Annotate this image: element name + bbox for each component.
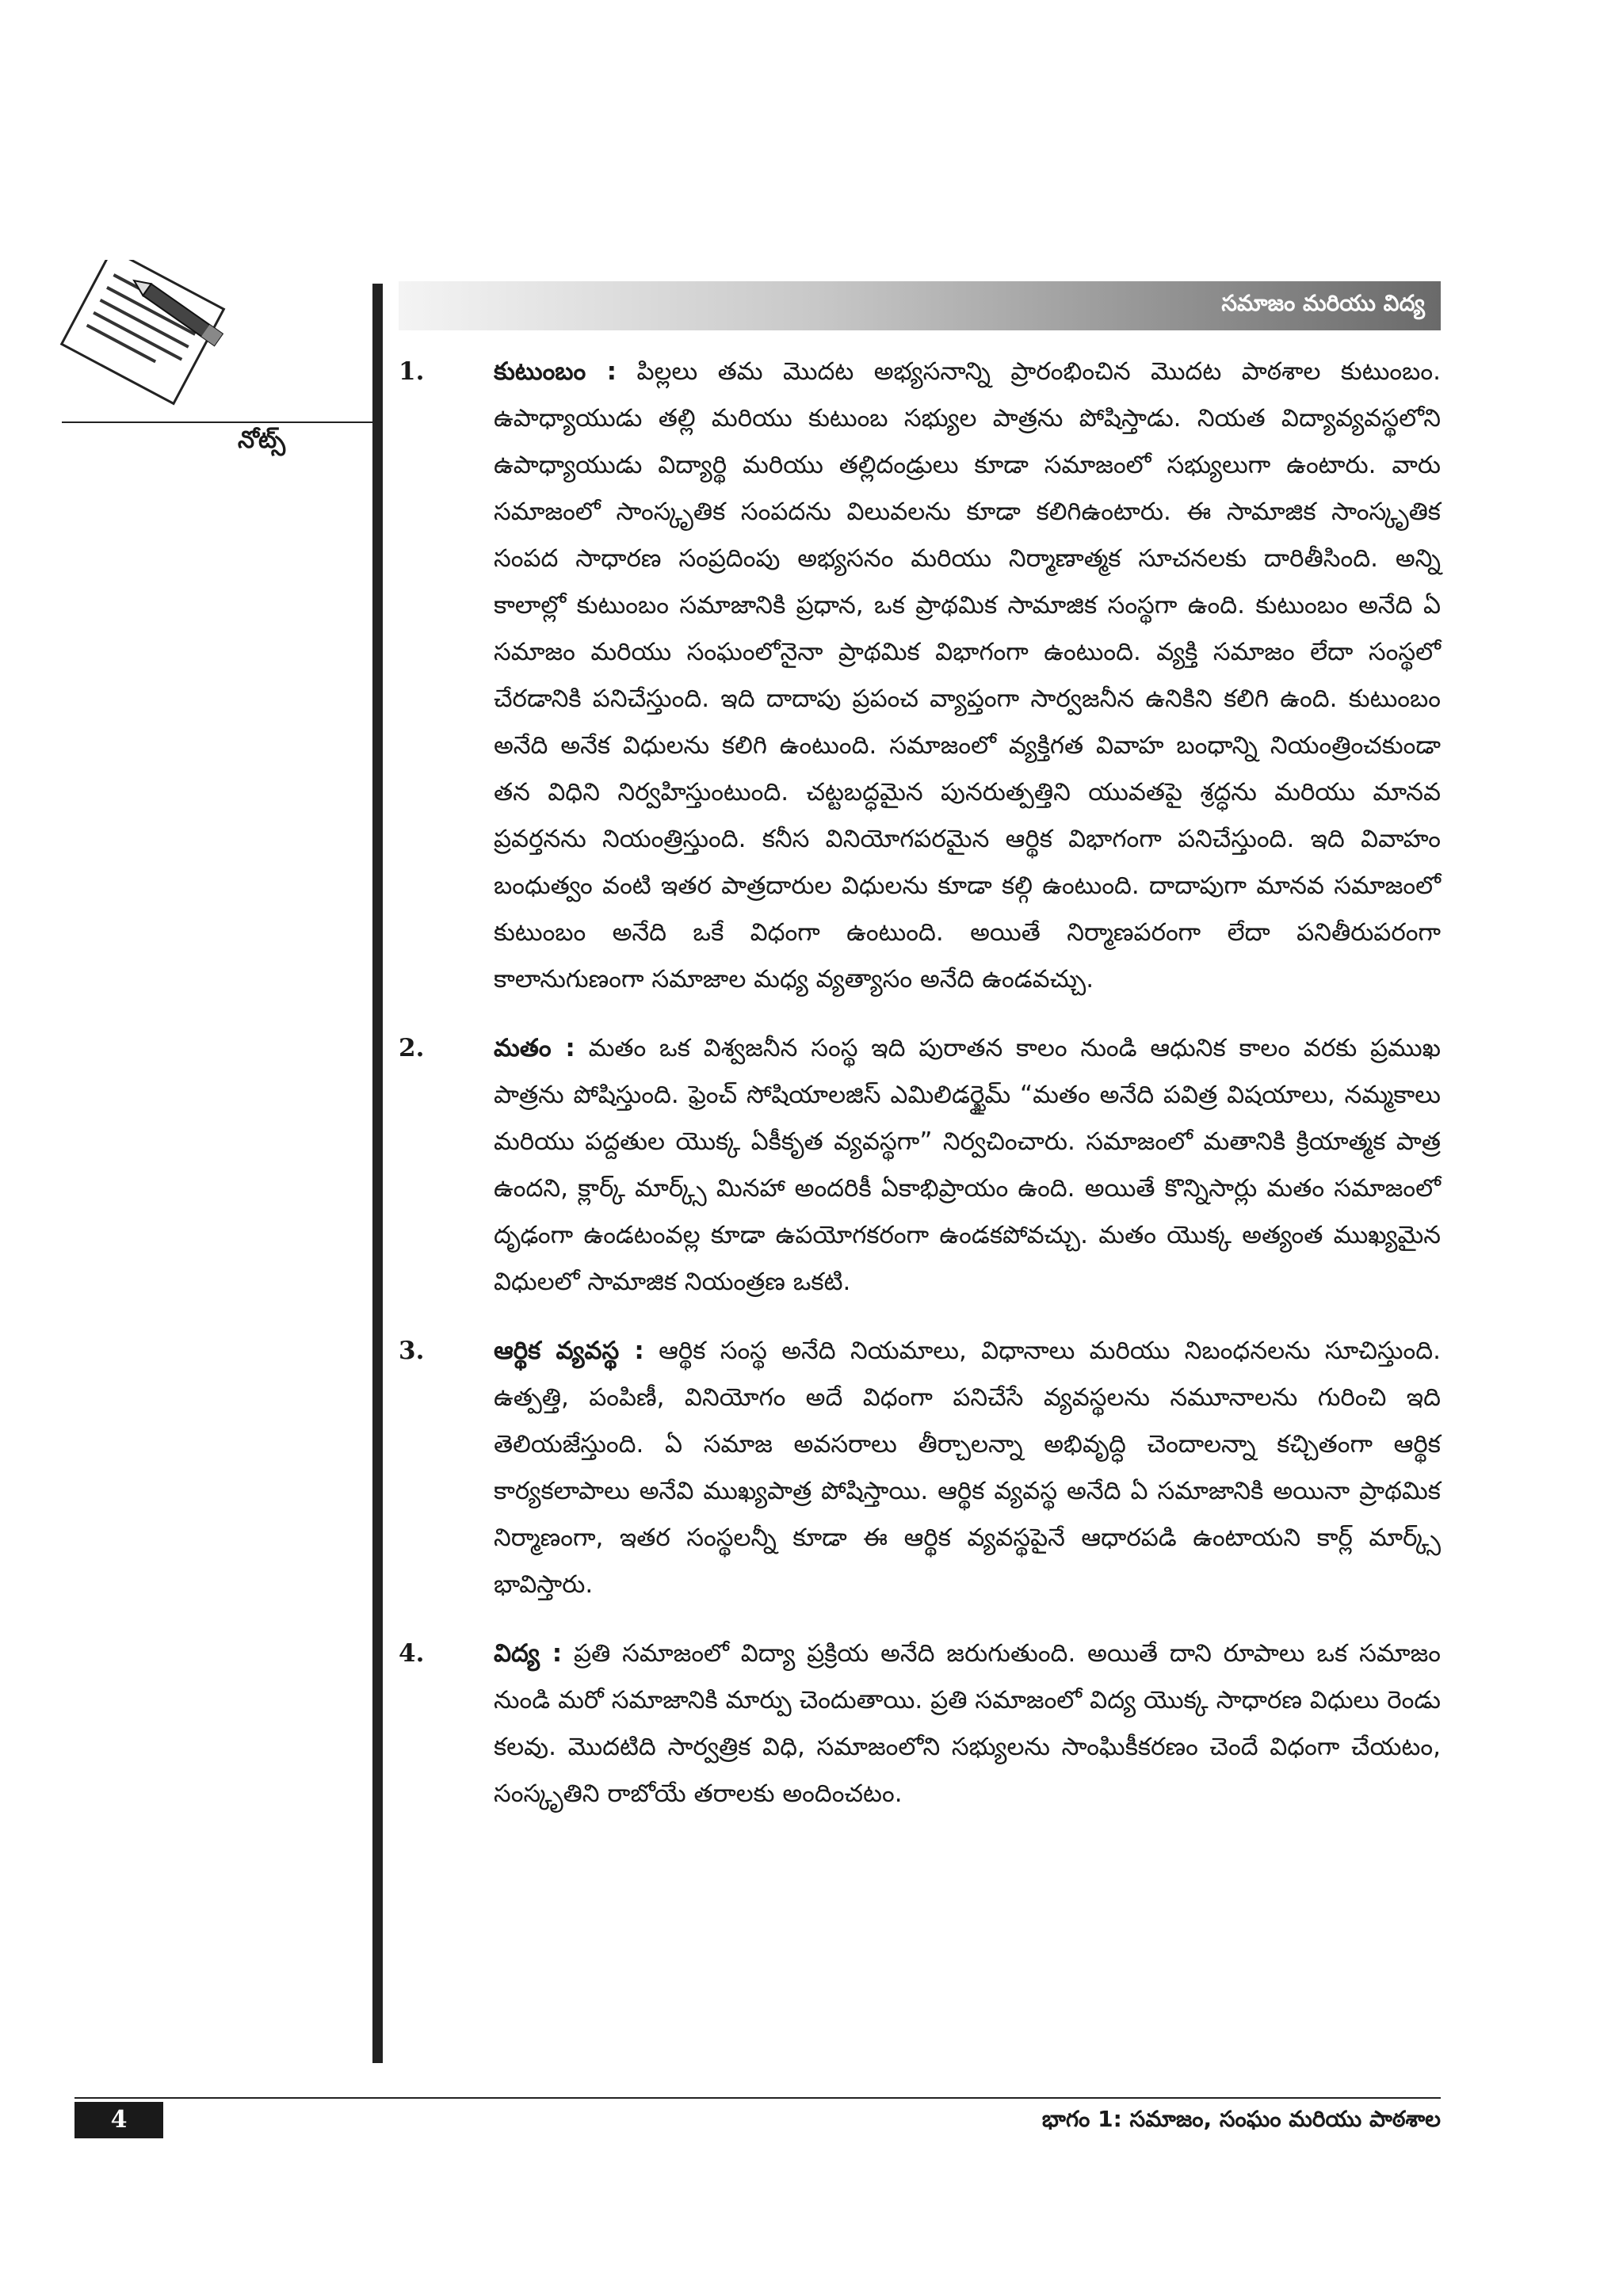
running-header xyxy=(399,281,1441,330)
item-number: 4. xyxy=(399,1639,425,1668)
item-paragraph xyxy=(494,1025,1441,1306)
item-paragraph xyxy=(494,1630,1441,1817)
item-title: ఆర్థిక వ్యవస్థ : xyxy=(494,1337,644,1365)
item-paragraph xyxy=(494,349,1441,1003)
item-text: పిల్లలు తమ మొదట అభ్యసనాన్ని ప్రారంభించిన మొదట పాఠశాల కుటుంబం. ఉపాధ్యాయుడు తల్లి మరియు కుటుంబ సభ్యుల పాత్రను పోషిస్తాడు. నియత విద్యావ్యవస్థలోని ఉపాధ్యాయుడు విద్యార్థి మరియు తల్లిదండ్రులు కూడా సమాజంలో సభ్యులుగా ఉంటారు. వారు సమాజంలో సాంస్కృతిక సంపదను విలువలను కూడా కలిగిఉంటారు. ఈ సామాజిక సాంస్కృతిక సంపద సాధారణ సంప్రదింపు అభ్యసనం మరియు నిర్మాణాత్మక సూచనలకు దారితీసింది. అన్ని కాలాల్లో కుటుంబం సమాజానికి ప్రధాన, ఒక ప్రాథమిక సామాజిక సంస్థగా ఉంది. కుటుంబం అనేది ఏ సమాజం మరియు సంఘంలోనైనా ప్రాథమిక విభాగంగా ఉంటుంది. వ్యక్తి సమాజం లేదా సంస్థలో చేరడానికి పనిచేస్తుంది. ఇది దాదాపు ప్రపంచ వ్యాప్తంగా సార్వజనీన ఉనికిని కలిగి ఉంది. కుటుంబం అనేది అనేక విధులను కలిగి ఉంటుంది. సమాజంలో వ్యక్తిగత వివాహ బంధాన్ని నియంత్రించకుండా తన విధిని నిర్వహిస్తుంటుంది. చట్టబద్ధమైన పునరుత్పత్తిని యువతపై శ్రద్ధను మరియు మానవ ప్రవర్తనను నియంత్రిస్తుంది. కనీస వినియోగపరమైన ఆర్థిక విభాగంగా పనిచేస్తుంది. ఇది వివాహం బంధుత్వం వంటి ఇతర పాత్రదారుల విధులను కూడా కల్గి ఉంటుంది. దాదాపుగా మానవ సమాజంలో కుటుంబం అనేది ఒకే విధంగా ఉంటుంది. అయితే నిర్మాణపరంగా లేదా పనితీరుపరంగా కాలానుగుణంగా సమాజాల మధ్య వ్యత్యాసం అనేది ఉండవచ్చు. xyxy=(494,357,1441,994)
header-title: సమాజం మరియు విద్య xyxy=(1221,290,1425,316)
page-number: 4 xyxy=(74,2102,163,2138)
item-text: ప్రతి సమాజంలో విద్యా ప్రక్రియ అనేది జరుగుతుంది. అయితే దాని రూపాలు ఒక సమాజం నుండి మరో సమాజానికి మార్పు చెందుతాయి. ప్రతి సమాజంలో విద్య యొక్క సాధారణ విధులు రెండు కలవు. మొదటిది సార్వత్రిక విధి, సమాజంలోని సభ్యులను సాంఘికీకరణం చెందే విధంగా చేయటం, సంస్కృతిని రాబోయే తరాలకు అందించటం. xyxy=(494,1639,1441,1808)
list-item xyxy=(399,349,1441,1003)
item-number: 3. xyxy=(399,1337,425,1365)
footer-title: భాగం 1: సమాజం, సంఘం మరియు పాఠశాల xyxy=(1041,2106,1441,2132)
list-item xyxy=(399,1025,1441,1306)
item-paragraph xyxy=(494,1328,1441,1608)
footer-rule xyxy=(74,2097,1441,2099)
notepad-pencil-icon xyxy=(48,260,238,410)
item-number: 1. xyxy=(399,357,425,386)
list-item xyxy=(399,1328,1441,1608)
item-text: ఆర్థిక సంస్థ అనేది నియమాలు, విధానాలు మరియు నిబంధనలను సూచిస్తుంది. ఉత్పత్తి, పంపిణీ, వినియోగం అదే విధంగా పనిచేసే వ్యవస్థలను నమూనాలను గురించి ఇది తెలియజేస్తుంది. ఏ సమాజ అవసరాలు తీర్చాలన్నా అభివృద్ధి చెందాలన్నా కచ్చితంగా ఆర్థిక కార్యకలాపాలు అనేవి ముఖ్యపాత్ర పోషిస్తాయి. ఆర్థిక వ్యవస్థ అనేది ఏ సమాజానికి అయినా ప్రాథమిక నిర్మాణంగా, ఇతర సంస్థలన్నీ కూడా ఈ ఆర్థిక వ్యవస్థపైనే ఆధారపడి ఉంటాయని కార్ల్ మార్క్స్ భావిస్తారు. xyxy=(494,1337,1441,1599)
sidebar-rule xyxy=(62,421,372,423)
list-item xyxy=(399,1630,1441,1817)
item-number: 2. xyxy=(399,1034,425,1062)
item-text: మతం ఒక విశ్వజనీన సంస్థ ఇది పురాతన కాలం నుండి ఆధునిక కాలం వరకు ప్రముఖ పాత్రను పోషిస్తుంది. ఫ్రెంచ్ సోషియాలజిస్ ఎమిలిడర్ఖైమ్ “మతం అనేది పవిత్ర విషయాలు, నమ్మకాలు మరియు పద్దతుల యొక్క ఏకీకృత వ్యవస్థగా” నిర్వచించారు. సమాజంలో మతానికి క్రియాత్మక పాత్ర ఉందని, క్లార్క్ మార్క్స్ మినహా అందరికీ ఏకాభిప్రాయం ఉంది. అయితే కొన్నిసార్లు మతం సమాజంలో దృఢంగా ఉండటంవల్ల కూడా ఉపయోగకరంగా ఉండకపోవచ్చు. మతం యొక్క అత్యంత ముఖ్యమైన విధులలో సామాజిక నియంత్రణ ఒకటి. xyxy=(494,1034,1441,1296)
main-content xyxy=(399,349,1441,1840)
item-title: మతం : xyxy=(494,1034,575,1062)
item-title: కుటుంబం : xyxy=(494,357,617,386)
item-title: విద్య : xyxy=(494,1639,563,1668)
notes-label: నోట్స్ xyxy=(238,426,286,454)
margin-bar xyxy=(372,284,383,2063)
